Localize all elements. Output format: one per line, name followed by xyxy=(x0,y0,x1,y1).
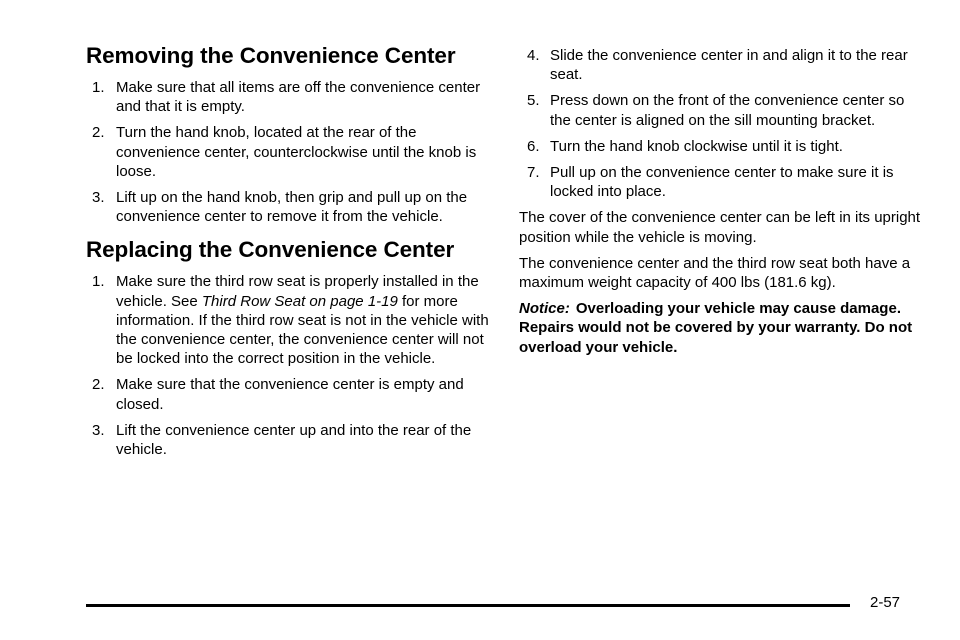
cross-reference-link[interactable]: Third Row Seat on page 1-19 xyxy=(201,292,398,310)
removing-step-3 xyxy=(86,188,491,226)
page-number: 2-57 xyxy=(870,594,901,611)
replacing-steps-list-part2 xyxy=(519,46,924,201)
step-number: 6. xyxy=(527,137,540,155)
replacing-step-6 xyxy=(519,137,924,156)
step-number: 1. xyxy=(92,273,105,291)
step-text: Make sure that the convenience center is empty and closed. xyxy=(116,376,464,413)
replacing-step-7 xyxy=(519,163,924,201)
step-text: Lift the convenience center up and into the rear of the vehicle. xyxy=(116,421,472,459)
step-number: 2. xyxy=(92,376,105,394)
notice-text: Overloading your vehicle may cause damage. Repairs would not be covered by your warranty. Do not overload your vehicle. xyxy=(519,300,913,356)
step-text: Make sure that all items are off the convenience center and that it is empty. xyxy=(116,79,481,116)
removing-section-title: Removing the Convenience Center xyxy=(86,43,456,68)
step-text: Pull up on the convenience center to make sure it is locked into place. xyxy=(550,164,894,201)
step-text: Lift up on the hand knob, then grip and pull up on the convenience center to remove it from the vehicle. xyxy=(116,189,468,226)
step-text: Turn the hand knob clockwise until it is tight. xyxy=(550,137,843,155)
step-text-after-ref: for more information. If the third row seat is not in the vehicle with the convenience center, the convenience center will not be locked into the correct position in the vehicle. xyxy=(116,292,489,368)
step-number: 1. xyxy=(92,79,105,96)
replacing-steps-list-part1 xyxy=(86,272,491,459)
step-number: 7. xyxy=(527,164,540,182)
step-text: Press down on the front of the convenience center so the center is aligned on the sill mounting bracket. xyxy=(550,92,905,129)
left-column xyxy=(86,42,491,466)
notice-block xyxy=(519,299,924,357)
step-text: Slide the convenience center in and align it to the rear seat. xyxy=(550,47,908,84)
step-text: Turn the hand knob, located at the rear of the convenience center, counterclockwise until the knob is loose. xyxy=(116,124,477,180)
removing-step-1 xyxy=(86,78,491,116)
footer-divider xyxy=(86,604,850,607)
removing-step-2 xyxy=(86,123,491,181)
step-number: 4. xyxy=(527,47,540,64)
replacing-section-title: Replacing the Convenience Center xyxy=(86,237,455,263)
right-column xyxy=(519,46,924,357)
replacing-step-5 xyxy=(519,91,924,129)
removing-steps-list xyxy=(86,78,491,226)
replacing-step-2 xyxy=(86,375,491,413)
notice-label: Notice: xyxy=(519,300,570,318)
step-number: 2. xyxy=(92,124,105,142)
cover-paragraph: The cover of the convenience center can be left in its upright position while the vehicle is moving. xyxy=(519,209,921,246)
replacing-step-1 xyxy=(86,272,491,368)
step-number: 5. xyxy=(527,92,540,110)
capacity-paragraph: The convenience center and the third row seat both have a maximum weight capacity of 400 lbs (181.6 kg). xyxy=(519,254,911,292)
step-number: 3. xyxy=(92,421,105,439)
replacing-step-4 xyxy=(519,46,924,84)
step-text-before-ref: Make sure the third row seat is properly installed in the vehicle. See xyxy=(116,273,479,310)
replacing-step-3 xyxy=(86,421,491,459)
step-number: 3. xyxy=(92,189,105,207)
